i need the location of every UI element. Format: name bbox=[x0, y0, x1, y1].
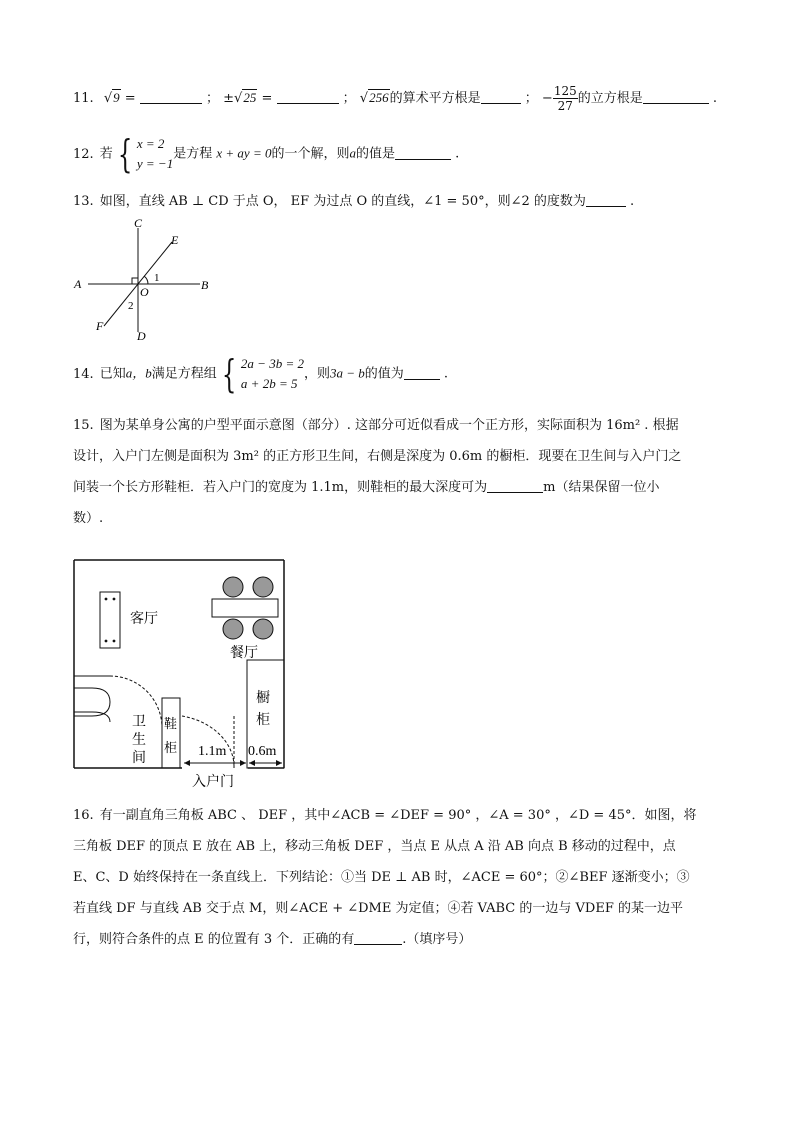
q16-line-4: 若直线 DF 与直线 AB 交于点 M，则∠ACE + ∠DME 为定值；④若 VABC 的一边与 VDEF 的某一边平 bbox=[73, 901, 683, 916]
q16-line-3: E、C、D 始终保持在一条直线上．下列结论：①当 DE ⊥ AB 时，∠ACE = 60°；②∠BEF 逐渐变小；③ bbox=[73, 870, 690, 885]
cabinet-label-1: 橱 bbox=[256, 691, 270, 706]
question-15 bbox=[73, 410, 723, 534]
chair bbox=[253, 577, 273, 597]
angle-figure bbox=[70, 214, 220, 344]
chair bbox=[253, 619, 273, 639]
q15-line-1: 15. 图为某单身公寓的户型平面示意图（部分）. 这部分可近似看成一个正方形，实际面积为 16m² . 根据 bbox=[73, 418, 679, 433]
equation-system: 2a − 3b = 2 a + 2b = 5 bbox=[240, 356, 304, 391]
q16-line-1: 16. 有一副直角三角板 ABC 、 DEF ，其中∠ACB = ∠DEF = 90° ，∠A = 30° ，∠D = 45°．如图，将 bbox=[73, 808, 697, 823]
equation-system: x = 2 y = −1 bbox=[136, 136, 174, 171]
q15-line-3: 间装一个长方形鞋柜．若入户门的宽度为 1.1m，则鞋柜的最大深度可为 m（结果保留一位小 bbox=[73, 480, 660, 495]
label-d: D bbox=[137, 329, 146, 343]
question-number: 13. bbox=[73, 194, 94, 209]
label-1: 1 bbox=[154, 272, 160, 284]
sqrt-25: √25 bbox=[234, 90, 257, 106]
label-a: A bbox=[74, 277, 82, 291]
cabinet-label-2: 柜 bbox=[256, 713, 270, 728]
dining-table bbox=[212, 599, 278, 617]
question-16 bbox=[73, 800, 723, 955]
label-b: B bbox=[201, 278, 209, 292]
label-o: O bbox=[140, 285, 149, 299]
chair bbox=[223, 577, 243, 597]
sqrt-9: √9 bbox=[103, 90, 120, 106]
answer-blank bbox=[354, 930, 402, 945]
bathroom-label-1: 卫 bbox=[132, 715, 146, 730]
cabinet-depth-label: 0.6m bbox=[248, 744, 277, 759]
question-number: 12. bbox=[73, 146, 94, 162]
q15-line-4: 数）. bbox=[73, 511, 104, 526]
q16-line-5: 行，则符合条件的点 E 的位置有 3 个．正确的有 .（填序号） bbox=[73, 932, 472, 947]
sqrt-256: √256 bbox=[359, 90, 389, 106]
q15-line-2: 设计，入户门左侧是面积为 3m² 的正方形卫生间，右侧是深度为 0.6m 的橱柜．现要在卫生间与入户门之 bbox=[73, 449, 682, 464]
brace: { bbox=[117, 132, 133, 176]
label-c: C bbox=[134, 216, 143, 230]
fraction-125-27: $\frac{125}{27}$ bbox=[553, 84, 577, 113]
answer-blank-4 bbox=[643, 89, 709, 104]
answer-blank bbox=[487, 478, 543, 493]
entrance-label: 入户门 bbox=[192, 775, 234, 790]
answer-blank-2 bbox=[277, 89, 339, 104]
question-12: 12. 若 { x = 2 y = −1 是方程 x + ay = 0的一个解，则a的值是 . bbox=[73, 132, 460, 176]
brace: { bbox=[221, 352, 237, 396]
question-number: 14. bbox=[73, 366, 94, 382]
answer-blank bbox=[395, 145, 451, 160]
door-width-label: 1.1m bbox=[198, 744, 227, 759]
shoe-cabinet-label-1: 鞋 bbox=[164, 716, 178, 731]
question-11: 11. √9 = ； ±√25 = ； √256的算术平方根是 ； − $\frac{125}{27}$ 的立方根是 . bbox=[73, 84, 718, 113]
question-13: 13. 如图，直线 AB ⊥ CD 于点 O， EF 为过点 O 的直线，∠1 = 50°，则∠2 的度数为 . bbox=[73, 194, 635, 209]
angle-1-arc bbox=[144, 276, 148, 284]
answer-blank-3 bbox=[481, 89, 521, 104]
answer-blank bbox=[586, 192, 626, 207]
bathroom-label-3: 间 bbox=[132, 751, 146, 766]
answer-blank bbox=[404, 365, 440, 380]
label-2: 2 bbox=[128, 300, 134, 312]
chair bbox=[223, 619, 243, 639]
shoe-cabinet-label-2: 柜 bbox=[164, 740, 178, 755]
label-f: F bbox=[96, 319, 104, 333]
answer-blank-1 bbox=[140, 89, 202, 104]
question-number: 11. bbox=[73, 91, 94, 106]
label-e: E bbox=[171, 233, 179, 247]
sink bbox=[74, 712, 110, 722]
dining-room-label: 餐厅 bbox=[230, 646, 258, 661]
shoe-cabinet bbox=[162, 698, 180, 768]
floor-plan-figure bbox=[70, 556, 292, 794]
bathroom-label-2: 生 bbox=[132, 733, 146, 748]
question-14: 14. 已知a，b满足方程组 { 2a − 3b = 2 a + 2b = 5 ，则3a − b的值为 . bbox=[73, 352, 449, 396]
sofa bbox=[100, 592, 120, 648]
right-angle-mark bbox=[132, 278, 138, 284]
q16-line-2: 三角板 DEF 的顶点 E 放在 AB 上，移动三角板 DEF ，当点 E 从点 A 沿 AB 向点 B 移动的过程中，点 bbox=[73, 839, 676, 854]
living-room-label: 客厅 bbox=[130, 612, 158, 627]
